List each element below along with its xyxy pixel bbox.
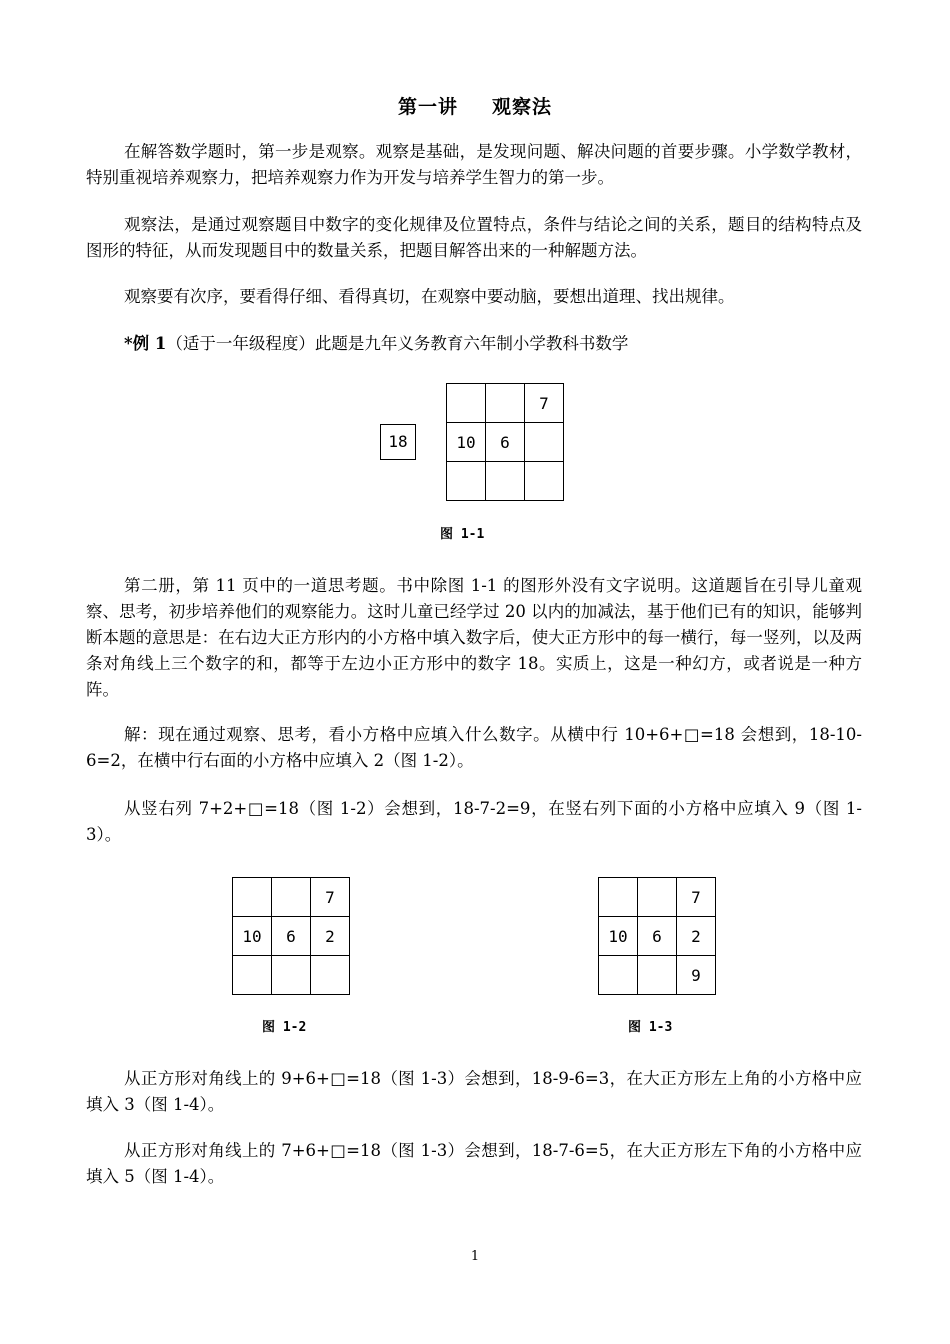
grid-cell — [447, 384, 486, 423]
paragraph-background: 第二册，第 11 页中的一道思考题。书中除图 1-1 的图形外没有文字说明。这道题旨在引导儿童观察、思考，初步培养他们的观察能力。这时儿童已经学过 20 以内的加减法，基于他们已有的知识，能够判断本题的意思是：在右边大正方形内的小方格中填入数字后，使大正方形中的每一横行，每一竖列，以及两条对角线上三个数字的和，都等于左边小正方形中的数字 18。实质上，这是一种幻方，或者说是一种方阵。 — [86, 576, 862, 699]
grid-cell — [599, 878, 638, 917]
grid-cell — [638, 878, 677, 917]
grid-cell: 2 — [311, 917, 350, 956]
grid-cell — [233, 878, 272, 917]
example-text: （适于一年级程度）此题是九年义务教育六年制小学教科书数学 — [166, 334, 629, 353]
figure-1-1-grid — [446, 383, 564, 501]
figure-1-1-caption: 图 1-1 — [440, 527, 485, 542]
grid-cell — [311, 956, 350, 995]
grid-cell: 6 — [272, 917, 311, 956]
grid-cell — [272, 878, 311, 917]
example-label: *例 1 — [124, 334, 167, 353]
paragraph-example-intro — [86, 331, 862, 357]
grid-cell — [638, 956, 677, 995]
figure-1-3-caption: 图 1-3 — [628, 1020, 673, 1035]
paragraph-solution-step1: 解：现在通过观察、思考，看小方格中应填入什么数字。从横中行 10+6+□=18 会想到，18-10-6=2，在横中行右面的小方格中应填入 2（图 1-2）。 — [86, 725, 862, 770]
grid-cell: 10 — [233, 917, 272, 956]
title-lecture: 第一讲 — [397, 96, 458, 118]
figure-1-3-grid — [598, 877, 716, 995]
grid-cell — [525, 462, 564, 501]
grid-cell — [233, 956, 272, 995]
grid-cell — [486, 462, 525, 501]
grid-cell: 7 — [677, 878, 716, 917]
grid-cell — [486, 384, 525, 423]
paragraph-solution-step3: 从正方形对角线上的 9+6+□=18（图 1-3）会想到，18-9-6=3，在大正方形左上角的小方格中应填入 3（图 1-4）。 — [86, 1069, 862, 1114]
grid-cell — [525, 423, 564, 462]
grid-cell: 7 — [311, 878, 350, 917]
grid-cell: 10 — [599, 917, 638, 956]
grid-cell — [599, 956, 638, 995]
page-number: 1 — [470, 1249, 480, 1264]
paragraph-definition: 观察法，是通过观察题目中数字的变化规律及位置特点，条件与结论之间的关系，题目的结构特点及图形的特征，从而发现题目中的数量关系，把题目解答出来的一种解题方法。 — [86, 215, 862, 260]
grid-cell: 6 — [486, 423, 525, 462]
paragraph-method: 观察要有次序，要看得仔细、看得真切，在观察中要动脑，要想出道理、找出规律。 — [124, 287, 735, 306]
grid-cell: 6 — [638, 917, 677, 956]
figure-1-2-caption: 图 1-2 — [262, 1020, 307, 1035]
paragraph-solution-step2: 从竖右列 7+2+□=18（图 1-2）会想到，18-7-2=9，在竖右列下面的小方格中应填入 9（图 1-3）。 — [86, 799, 862, 844]
figure-1-2-grid — [232, 877, 350, 995]
grid-cell: 2 — [677, 917, 716, 956]
paragraph-solution-step4: 从正方形对角线上的 7+6+□=18（图 1-3）会想到，18-7-6=5，在大正方形左下角的小方格中应填入 5（图 1-4）。 — [86, 1141, 862, 1186]
page-title — [0, 92, 950, 119]
title-topic: 观察法 — [492, 96, 553, 118]
grid-cell: 10 — [447, 423, 486, 462]
grid-cell: 7 — [525, 384, 564, 423]
target-sum-box: 18 — [380, 424, 416, 460]
grid-cell — [447, 462, 486, 501]
grid-cell: 9 — [677, 956, 716, 995]
paragraph-intro: 在解答数学题时，第一步是观察。观察是基础，是发现问题、解决问题的首要步骤。小学数学教材，特别重视培养观察力，把培养观察力作为开发与培养学生智力的第一步。 — [86, 142, 862, 187]
grid-cell — [272, 956, 311, 995]
